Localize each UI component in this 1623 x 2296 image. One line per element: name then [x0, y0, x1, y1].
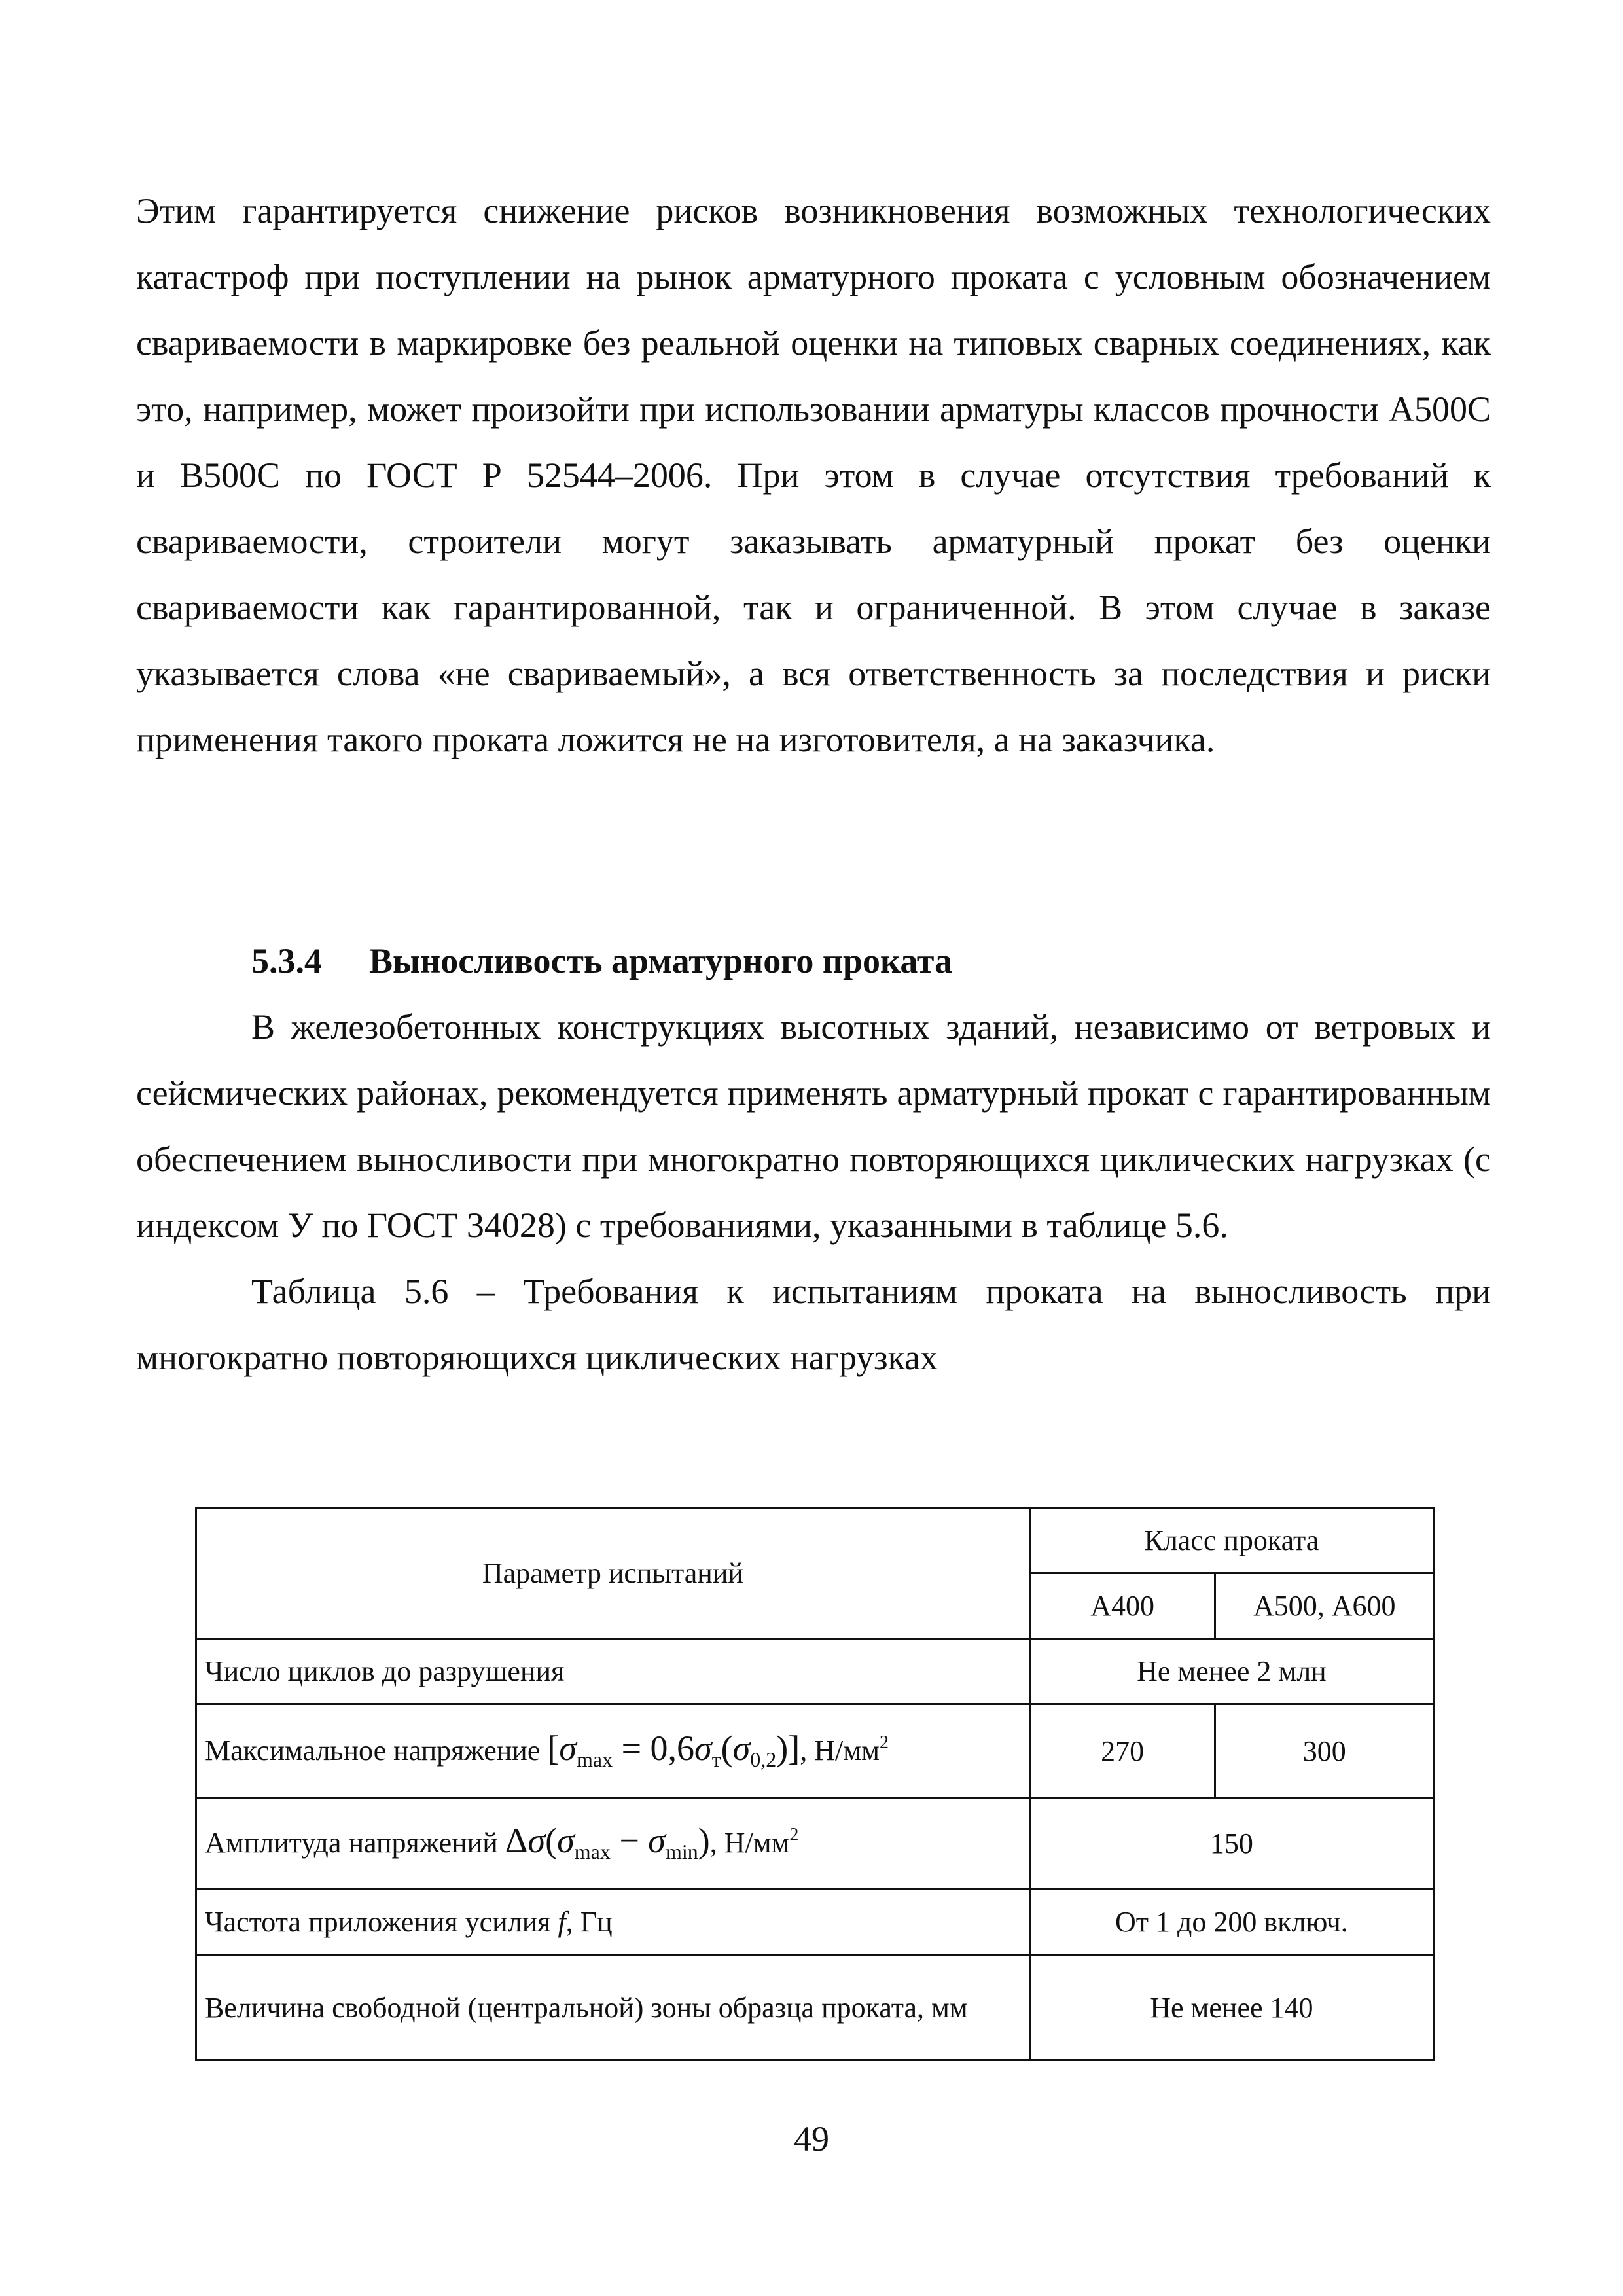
header-param: Параметр испытаний	[196, 1508, 1030, 1639]
formula-delta: Δ	[505, 1821, 528, 1860]
formula-amp-paren-open: (	[545, 1821, 558, 1860]
paragraph-endurance-intro: В железобетонных конструкциях высотных зданий, независимо от ветровых и сейсмических районах, рекомендуется применять арматурный прокат с гарантированным обеспечением выносливости при многократно повторяющихся циклических нагрузках (с индексом У по ГОСТ 34028) с требованиями, указанными в таблице 5.6.	[136, 1007, 1491, 1245]
formula-eq: = 0,6	[613, 1729, 695, 1768]
paragraph-block-2	[136, 994, 1491, 1391]
endurance-requirements-table	[195, 1507, 1435, 2061]
row-frequency-value: От 1 до 200 включ.	[1029, 1889, 1433, 1956]
formula-amp-sigma-max: σ	[557, 1821, 575, 1860]
table-row	[196, 1889, 1434, 1956]
formula-sub-max: max	[576, 1748, 613, 1771]
section-title: Выносливость арматурного проката	[369, 941, 953, 980]
frequency-symbol: f	[558, 1905, 566, 1938]
amplitude-text: Амплитуда напряжений	[205, 1827, 498, 1859]
table-row	[196, 1799, 1434, 1889]
table-row	[196, 1704, 1434, 1799]
row-cycles-value: Не менее 2 млн	[1029, 1639, 1433, 1704]
paragraph-weldability-risks: Этим гарантируется снижение рисков возникновения возможных технологических катастроф при поступлении на рынок арматурного проката с условным обозначением свариваемости в маркировке без реальной оценки на типовых сварных соединениях, как это, например, может произойти при использовании арматуры классов прочности А500С и В500С по ГОСТ Р 52544–2006. При этом в случае отсутствия требований к свариваемости, строители могут заказывать арматурный прокат без оценки свариваемости как гарантированной, так и ограниченной. В этом случае в заказе указывается слова «не свариваемый», а вся ответственность за последствия и риски применения такого проката ложится не на изготовителя, а на заказчика.	[136, 191, 1491, 759]
formula-sub-t: т	[711, 1748, 721, 1771]
table-caption: Таблица 5.6 – Требования к испытаниям проката на выносливость при многократно повторяющихся циклических нагрузках	[136, 1272, 1491, 1377]
header-class-a500-a600: А500, А600	[1215, 1573, 1434, 1639]
formula-amp-sub-max: max	[574, 1840, 611, 1863]
frequency-text: Частота приложения усилия	[205, 1905, 558, 1938]
formula-sub-02: 0,2	[750, 1748, 777, 1771]
amplitude-unit-sup: 2	[789, 1825, 799, 1845]
formula-sigma-02: σ	[732, 1729, 751, 1768]
formula-close: )]	[776, 1729, 800, 1768]
paragraph-block-1	[136, 178, 1491, 773]
max-stress-formula	[547, 1729, 800, 1771]
max-stress-text: Максимальное напряжение	[205, 1734, 541, 1767]
section-number: 5.3.4	[251, 941, 322, 980]
row-amplitude-value: 150	[1029, 1799, 1433, 1889]
formula-bracket-open: [	[547, 1729, 560, 1768]
header-class: Класс проката	[1029, 1508, 1433, 1573]
row-max-stress-a500: 300	[1215, 1704, 1434, 1799]
row-max-stress-label	[196, 1704, 1030, 1799]
row-amplitude-label	[196, 1799, 1030, 1889]
row-frequency-label	[196, 1889, 1030, 1956]
header-class-a400: А400	[1029, 1573, 1215, 1639]
row-cycles-label: Число циклов до разрушения	[196, 1639, 1030, 1704]
frequency-unit: , Гц	[565, 1905, 613, 1938]
formula-sigma: σ	[559, 1729, 577, 1768]
amplitude-formula	[505, 1821, 710, 1863]
max-stress-unit-sup: 2	[879, 1732, 889, 1753]
max-stress-unit: , Н/мм	[800, 1734, 880, 1767]
table-row	[196, 1956, 1434, 2060]
formula-amp-sigma: σ	[527, 1821, 546, 1860]
row-max-stress-a400: 270	[1029, 1704, 1215, 1799]
formula-amp-sub-min: min	[665, 1840, 698, 1863]
table-header-row	[196, 1508, 1434, 1573]
formula-amp-minus: −	[610, 1821, 649, 1860]
section-heading	[251, 928, 952, 994]
amplitude-unit: , Н/мм	[709, 1827, 790, 1859]
row-free-zone-label: Величина свободной (центральной) зоны образца проката, мм	[196, 1956, 1030, 2060]
formula-paren-open: (	[721, 1729, 733, 1768]
page-number: 49	[794, 2119, 829, 2159]
table-row	[196, 1639, 1434, 1704]
formula-sigma-t: σ	[694, 1729, 712, 1768]
row-free-zone-value: Не менее 140	[1029, 1956, 1433, 2060]
formula-amp-sigma-min: σ	[648, 1821, 666, 1860]
formula-amp-close: )	[698, 1821, 710, 1860]
